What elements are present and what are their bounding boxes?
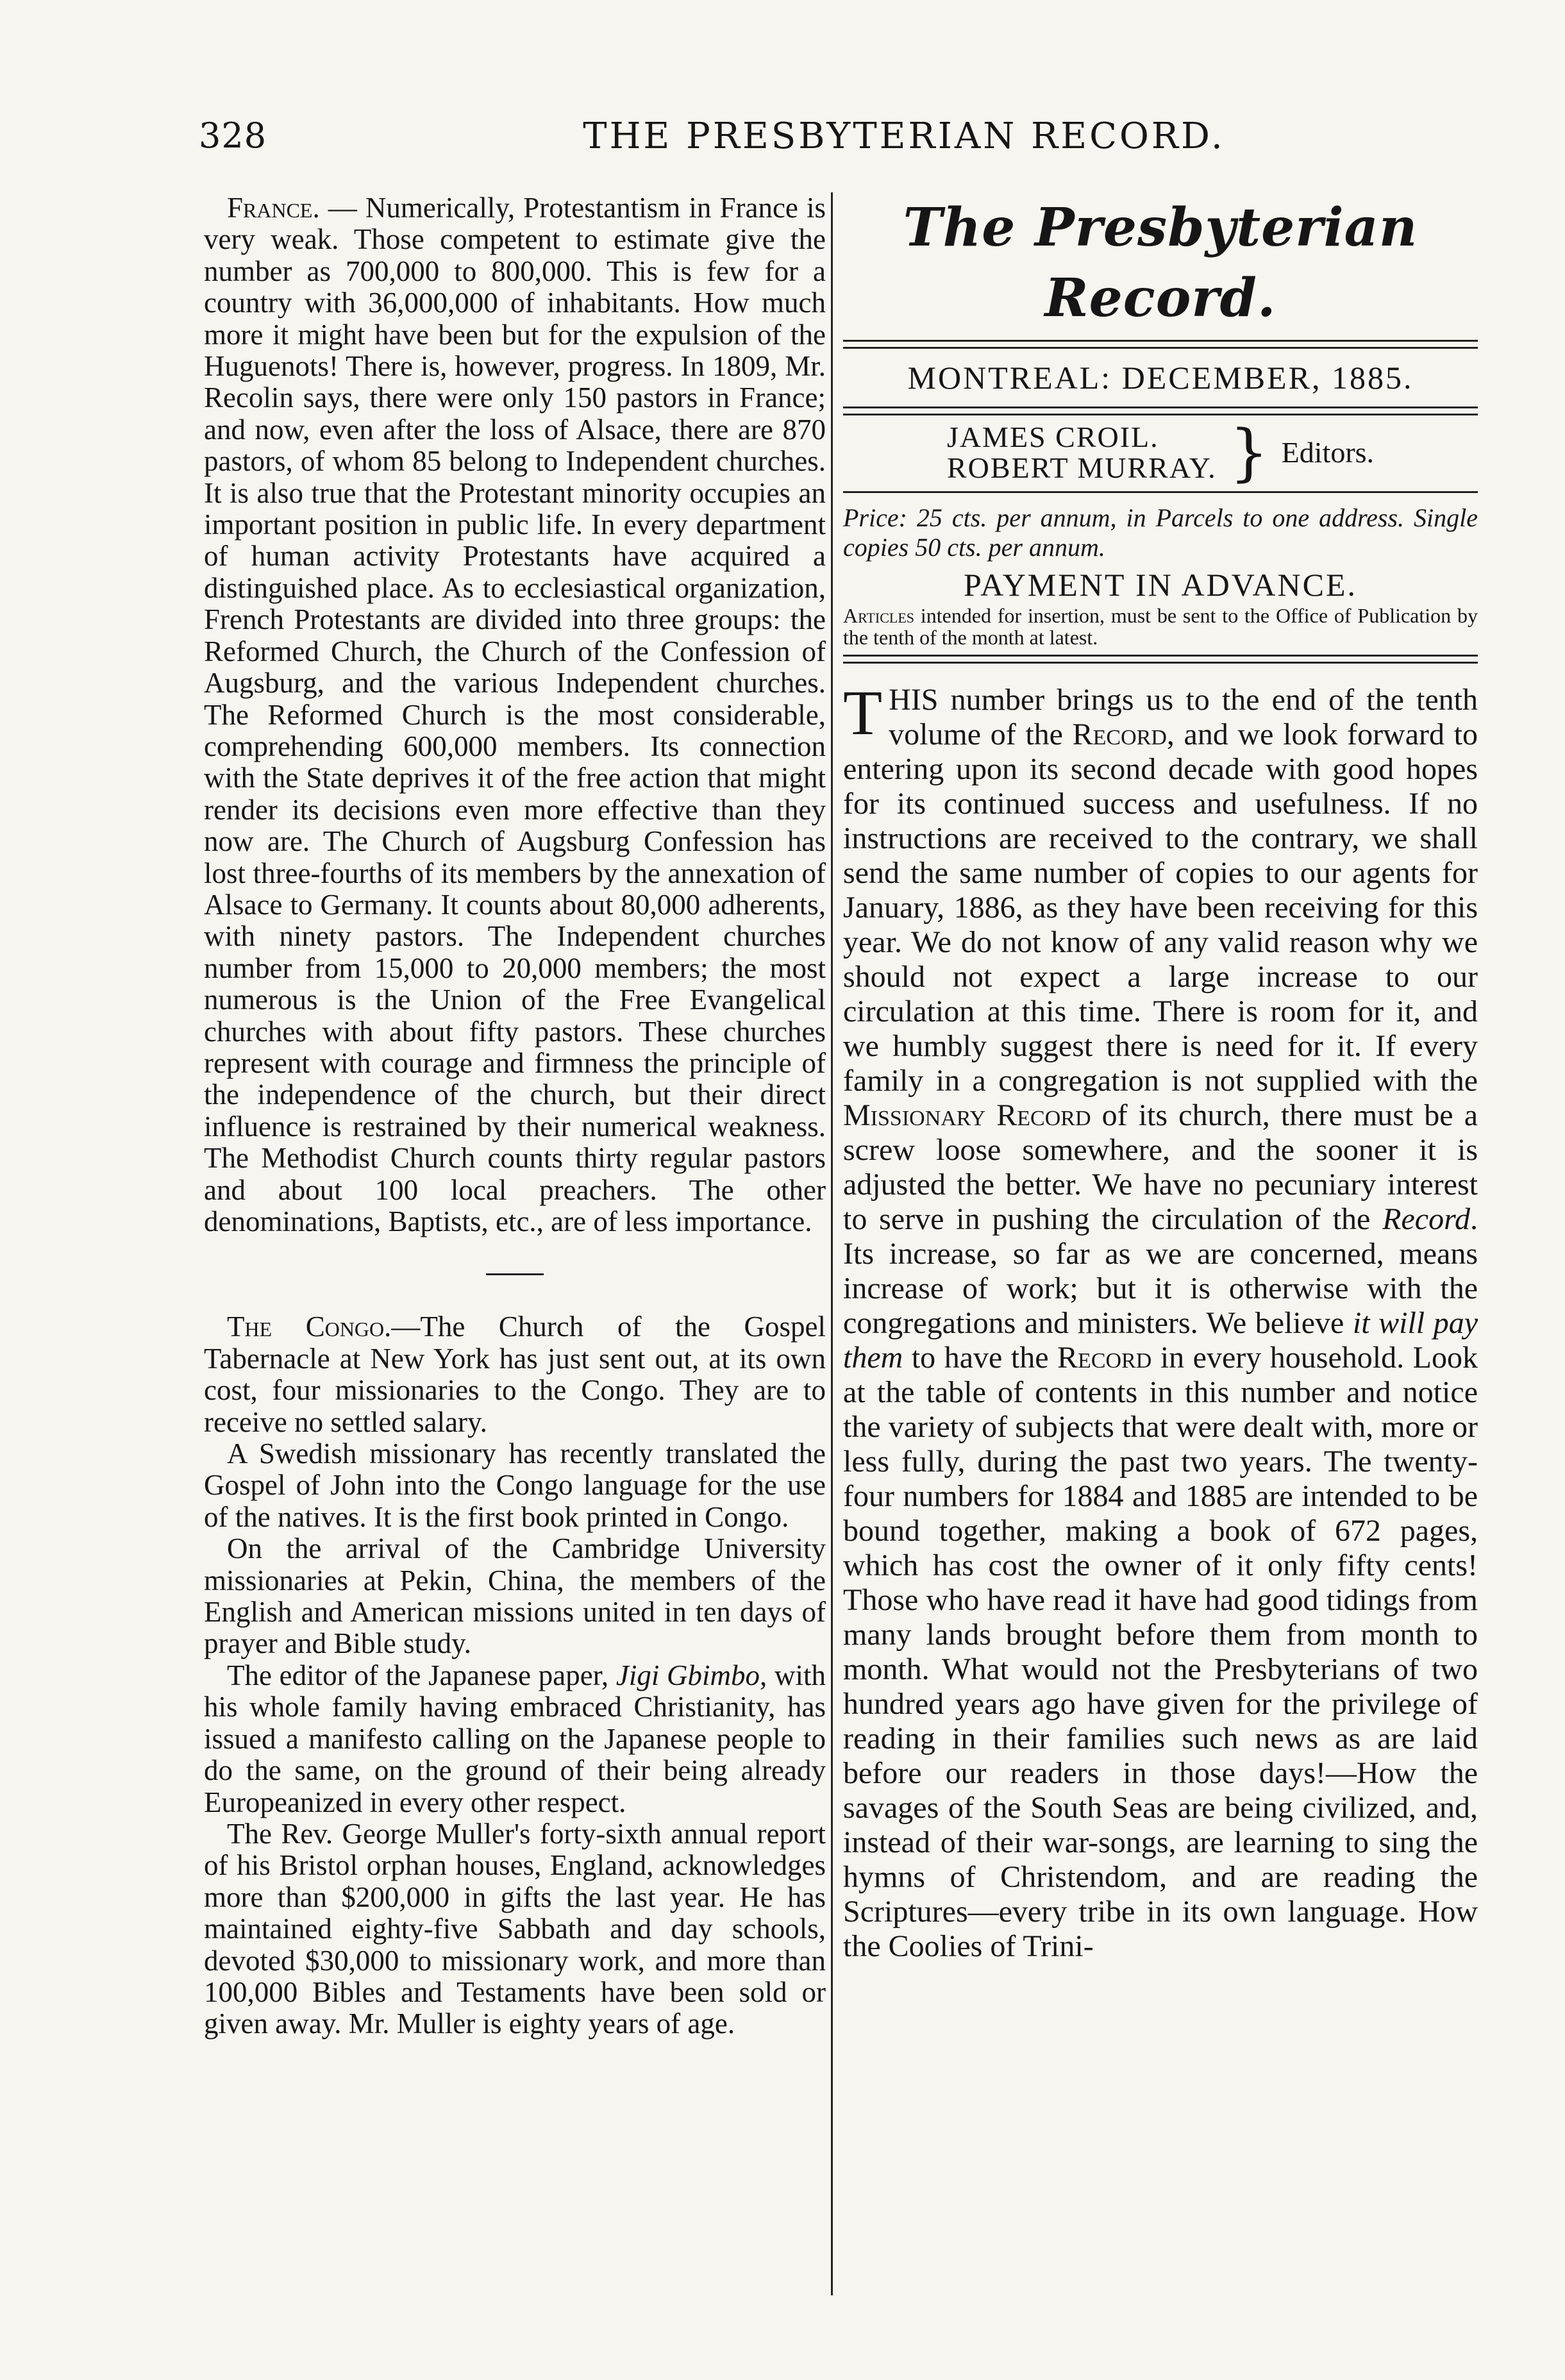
muller-paragraph: The Rev. George Muller's forty-sixth annual report of his Bristol orphan houses, England, acknowledges more than $200,000 in gifts the last year. He has maintained eighty-five Sabbath and day schools, devoted $30,000 to missionary work, and more than 100,000 Bibles and Testaments have been sold or given away. Mr. Muller is eighty years of age.: [204, 1817, 826, 2040]
articles-notice: Articles intended for insertion, must be sent to the Office of Publication by the tenth of the month at latest.: [843, 604, 1478, 649]
page-number: 328: [199, 115, 267, 156]
congo-heading: The Congo.: [227, 1311, 392, 1343]
france-paragraph: [204, 192, 826, 1237]
cambridge-paragraph: On the arrival of the Cambridge University missionaries at Pekin, China, the members of the English and American missions united in ten days of prayer and Bible study.: [204, 1532, 826, 1660]
editors-label: Editors.: [1281, 436, 1375, 469]
payment-notice: PAYMENT IN ADVANCE.: [963, 567, 1358, 603]
japanese-paragraph: The editor of the Japanese paper, Jigi Gbimbo, with his whole family having embraced Christianity, has issued a manifesto calling on the Japanese people to do the same, on the ground of their being already Europeanized in every other respect.: [204, 1659, 826, 1818]
editorial-body: THIS number brings us to the end of the tenth volume of the Record, and we look forward to entering upon its second decade with good hopes for its continued success and usefulness. If no instructions are received to the contrary, we shall send the same number of copies to our agents for January, 1886, as they have been receiving for this year. We do not know of any valid reason why we should not expect a large increase to our circulation at this time. There is room for it, and we humbly suggest there is need for it. If every family in a congregation is not supplied with the Missionary Record of its church, there must be a screw loose somewhere, and the sooner it is adjusted the better. We have no pecuniary interest to serve in pushing the circulation of the Record. Its increase, so far as we are concerned, means increase of work; but it is otherwise with the congregations and ministers. We believe it will pay them to have the Record in every household. Look at the table of contents in this number and notice the variety of subjects that were dealt with, more or less fully, during the past two years. The twenty-four numbers for 1884 and 1885 are intended to be bound together, making a book of 672 pages, which has cost the owner of it only fifty cents! Those who have read it have had good tidings from many lands brought before them from month to month. What would not the Presbyterians of two hundred years ago have given for the privilege of reading in their families such news as are laid before our readers in those days!—How the savages of the South Seas are being civilized, and, instead of their war-songs, are learning to sing the hymns of Christendom, and are reading the Scriptures—every tribe in its own language. How the Coolies of Trini-: [843, 677, 1478, 1963]
column-divider: [831, 192, 833, 2295]
section-divider: [486, 1273, 544, 1275]
page-header: [199, 115, 1455, 173]
masthead-title: The Presbyterian Record.: [903, 197, 1418, 329]
brace-icon: }: [1229, 417, 1269, 489]
editors-block: [843, 417, 1478, 489]
masthead-double-rule: [843, 340, 1478, 349]
price-notice: Price: 25 cts. per annum, in Parcels to one address. Single copies 50 cts. per annum.: [843, 503, 1478, 562]
congo-paragraph: [204, 1311, 826, 1438]
left-column: [204, 192, 826, 2040]
congo-text: —The Church of the Gospel Tabernacle at New York has just sent out, at its own cost, four missionaries to the Congo. They are to receive no settled salary.: [204, 1311, 826, 1438]
paper-name: Jigi Gbimbo: [615, 1659, 760, 1691]
france-heading: France.: [227, 192, 320, 224]
swedish-paragraph: A Swedish missionary has recently translated the Gospel of John into the Congo language for the use of the natives. It is the first book printed in Congo.: [204, 1437, 826, 1533]
france-text: — Numerically, Protestantism in France is very weak. Those competent to estimate give the number as 700,000 to 800,000. This is few for a country with 36,000,000 of inhabitants. How much more it might have been but for the expulsion of the Huguenots! There is, however, progress. In 1809, Mr. Recolin says, there were only 150 pastors in France; and now, even after the loss of Alsace, there are 870 pastors, of whom 85 belong to Independent churches. It is also true that the Protestant minority occupies an important position in public life. In every department of human activity Protestants have acquired a distinguished place. As to ecclesiastical organization, French Protestants are divided into three groups: the Reformed Church, the Church of the Confession of Augsburg, and the various Independent churches. The Reformed Church is the most considerable, comprehending 600,000 members. Its connection with the State deprives it of the free action that might render its decisions even more effective than they now are. The Church of Augsburg Confession has lost three-fourths of its members by the annexation of Alsace to Germany. It counts about 80,000 adherents, with ninety pastors. The Independent churches number from 15,000 to 20,000 members; the most numerous is the Union of the Free Evangelical churches with about fifty pastors. These churches represent with courage and firmness the principle of the independence of the church, but their direct influence is restrained by their numerical weakness. The Methodist Church counts thirty regular pastors and about 100 local preachers. The other denominations, Baptists, etc., are of less importance.: [204, 192, 826, 1237]
right-column: [843, 192, 1478, 1964]
dateline: MONTREAL: DECEMBER, 1885.: [907, 360, 1414, 396]
drop-cap: T: [843, 677, 883, 748]
notice-double-rule: [843, 655, 1478, 664]
running-title: THE PRESBYTERIAN RECORD.: [583, 115, 1225, 157]
rule: [843, 491, 1478, 493]
dateline-double-rule: [843, 406, 1478, 415]
editor-name: JAMES CROIL.: [946, 421, 1159, 453]
editor-name: ROBERT MURRAY.: [946, 451, 1217, 484]
